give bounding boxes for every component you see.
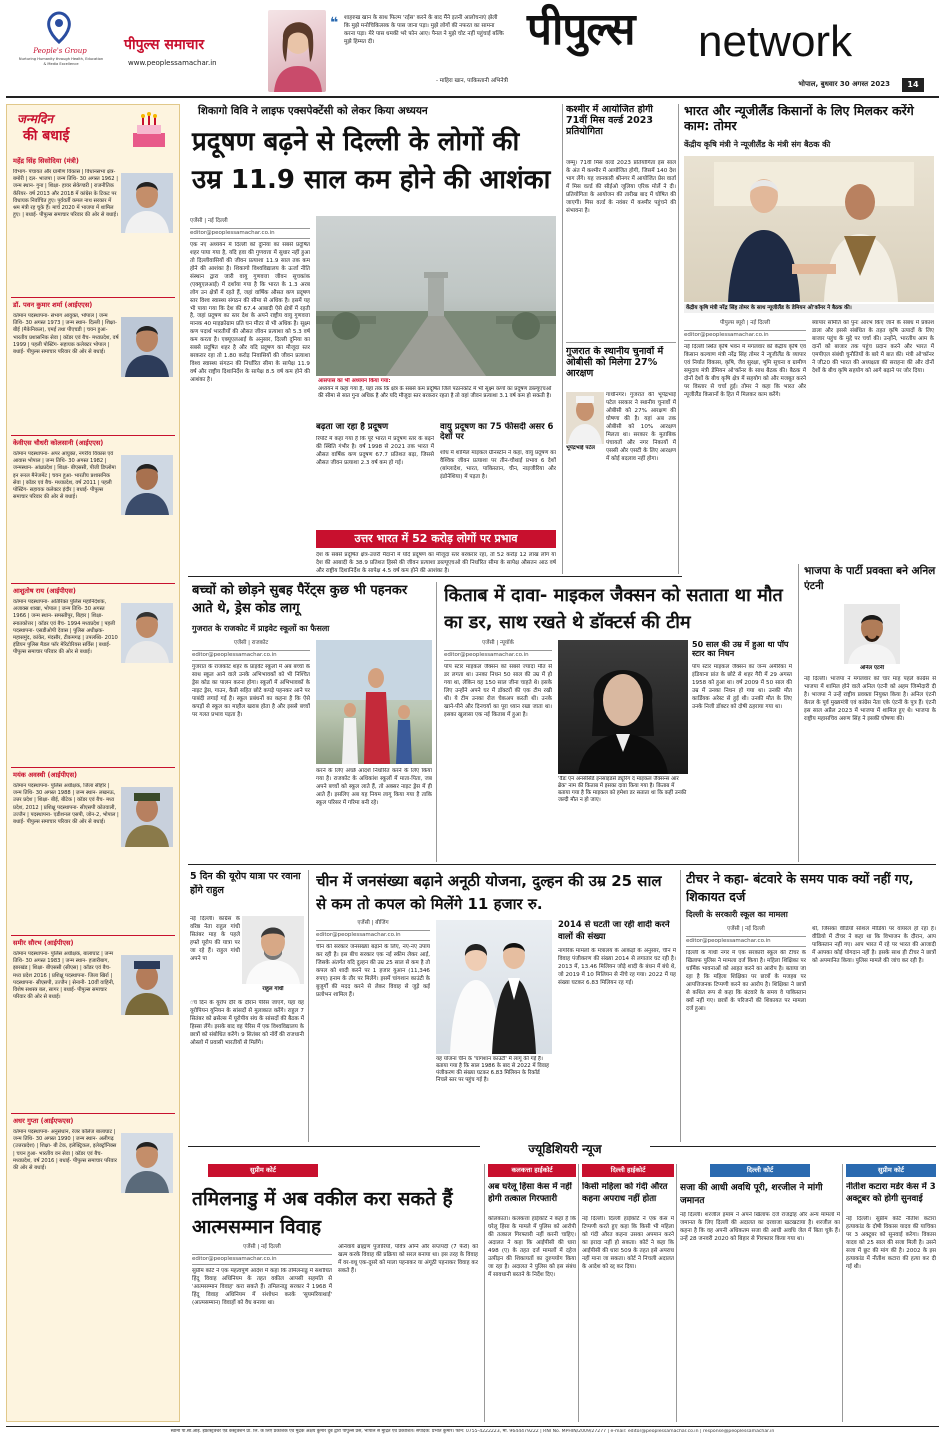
column-rule [308, 870, 309, 1142]
footer-imprint: स्वामी पी.सी.आई. इंफ्रास्ट्रक्चर एंड कंस्ट्रक्शन प्रा. लि. के लिए प्रकाशक एवं मुद्रक अक्षय कुमार दुबे द्वारा पीपुल्स प्रेस, भोपाल से मुद्रित एवं प्रकाशित। संपादक: प्रभात कुमार। फोन: 0755-4222223, मो. 9644479222 | RNI No. MPHIN/2009/27277 | e-mail: editor@peoplessamachar.co.in | response@peoplessamachar.in [170, 1429, 775, 1434]
dateline: भोपाल, बुधवार 30 अगस्त 2023 [798, 80, 890, 88]
column-rule [798, 564, 799, 862]
footer-rule [6, 1426, 939, 1427]
gujarat-headline: गुजरात के स्थानीय चुनावों में ओबीसी को मिलेगा 27% आरक्षण [566, 346, 664, 380]
column-rule [680, 870, 681, 1142]
sub2-head: वायु प्रदूषण का 75 फीसदी असर 6 देशों पर [440, 422, 554, 443]
birthday-details: वर्तमान पदस्थापना- पुलिस अधीक्षक, जिला सीहोर | जन्म तिथि- 30 अगस्त 1988 | जन्म स्थान- लखनऊ, उत्तर प्रदेश | शिक्षा- बीई, बीटेक | कॉडर एवं बैच- मध्य प्रदेश, 2012 | प्रशिक्षु पदस्थापना- सीएसपी कोतवाली, उज्जैन | पदस्थापना- एडीशनल एसपी, जोन-2, भोपाल | बधाई- पीपुल्स समाचार परिवार की ओर से बधाई। [13, 783, 119, 825]
india-nz-byline: पीपुल्स ब्यूरो | नई दिल्ली [719, 320, 771, 326]
column-rule [436, 582, 437, 862]
peoples-group-logo-icon [44, 10, 74, 44]
rahul-body: नई दिल्ली। कांग्रेस के वरिष्ठ नेता राहुल गांधी सितंबर माह के पहले हफ्ते यूरोप की यात्रा पर जा रहे हैं। राहुल गांधी अपने पा [190, 916, 240, 962]
masthead-rule [6, 96, 939, 98]
lead-band: उत्तर भारत में 52 करोड़ लोगों पर प्रभाव [316, 530, 556, 548]
dress-code-subhead: गुजरात के राजकोट में प्राइवेट स्कूलों का फैसला [192, 624, 330, 633]
cake-icon [127, 111, 171, 151]
tamil-label: सुप्रीम कोर्ट [208, 1164, 318, 1177]
kolkata-label: कलकत्ता हाईकोर्ट [488, 1164, 576, 1177]
china-side-body: नागरिक मामलों के मंत्रालय के आंकड़ों के अनुसार, चीन में विवाह पंजीकरण की संख्या 2014 से लगातार घट रही है। 2013 में, 13.46 मिलियन जोड़े शादी के बंधन में बंधे थे, जो 2019 में 10 मिलियन से नीचे रह गया। 2022 में यह संख्या घटकर 6.83 मिलियन रह गई। [558, 948, 676, 986]
birthday-divider [11, 767, 175, 768]
katara-body: नई दिल्ली। सुप्रीम कोर्ट नीतीश कटारा हत्याकांड के दोषी विकास यादव की याचिका पर 3 अक्टूबर को सुनवाई करेगा। विकास यादव को 25 साल की सजा मिली है। उसने सजा में छूट की मांग की है। 2002 के इस हत्याकांड में नीतीश कटारा की हत्या कर दी गई थी। [846, 1216, 936, 1270]
chinese-couple-photo [436, 920, 552, 1054]
quote-mark-icon: ❝ [330, 15, 339, 31]
quote-author: - माहिरा खान, पाकिस्तानी अभिनेत्री [435, 78, 508, 84]
tamil-headline: तमिलनाडु में अब वकील करा सकते हैं आत्मसम्मान विवाह [192, 1188, 453, 1238]
china-body: चीन की सरकार जनसंख्या बढ़ाने के लिए, नए-नए उपाय कर रही है। इस बीच सरकार एक नई स्कीम लेकर आई, जिसके अंतर्गत यदि दुल्हन की उम्र 25 साल से कम है तो कपल को शादी करने पर 1 हजार युआन (11,346 रुपए) इनाम के तौर पर मिलेंगे। इसमें चांगशान काउंटी के बुजुर्गों की मदद करने से लेकर विवाह से जुड़े कई प्रलोभन शामिल हैं। [316, 944, 430, 998]
anil-antony-photo [844, 604, 900, 664]
india-nz-email[interactable]: editor@peoplessamachar.co.in [684, 330, 806, 341]
birthday-divider [11, 583, 175, 584]
bhupendra-patel-caption: भूपेंद्रभाई पटेल [566, 445, 595, 451]
birthday-portrait [121, 955, 173, 1015]
rahul-photo-caption: राहुल गांधी [262, 986, 284, 992]
paper-small-title: पीपुल्स समाचार [124, 37, 205, 53]
mj-side-head: 50 साल की उम्र में हुआ था पॉप स्टार का निधन [692, 640, 789, 659]
column-rule [562, 104, 563, 574]
birthday-divider [11, 297, 175, 298]
gujarat-body: गांधीनगर। गुजरात की भूपेंद्रभाई पटेल सरकार ने स्थानीय चुनावों में ओबीसी को 27% आरक्षण की घोषणा की है। यहां अब तक ओबीसी को 10% आरक्षण मिलता था। सरकार के मुताबिक पंचायतों और नगर निकायों में एससी और एसटी के लिए आरक्षण में कोई बदलाव नहीं होगा। [606, 392, 676, 462]
katara-story [846, 1164, 936, 1422]
teacher-body-cont: थी, जिसका वीडियो सोशल मीडिया पर वायरल हो रहा है। वीडियो में टीचर ने कहा था कि विभाजन के दौरान, आप पाकिस्तान नहीं गए। आप भारत में रहे पर भारत की आजादी में आपका कोई योगदान नहीं है। इसके साथ ही टीचर ने छात्रों को अपमानित किया। पुलिस मामले की जांच कर रही है। [812, 926, 936, 964]
delhi-hc-story [582, 1164, 674, 1422]
delhi-hc-body: नई दिल्ली। दिल्ली हाईकोर्ट ने एक केस में टिप्पणी करते हुए कहा कि किसी भी महिला को गंदी औरत कहना उसका अपमान करने का इरादा नहीं हो सकता। कोर्ट ने कहा कि आईपीसी की धारा 509 के तहत इसे अपराध नहीं माना जा सकता। कोर्ट ने निचली अदालत के आदेश को रद्द कर दिया। [582, 1216, 674, 1270]
birthday-name: केवीएस चौधरी कोलसानी (आईएएस) [13, 439, 104, 447]
horizontal-rule [188, 864, 936, 865]
delhi-hc-label: दिल्ली हाईकोर्ट [582, 1164, 674, 1177]
india-nz-story [684, 104, 936, 562]
rahul-body-cont [190, 1000, 304, 1140]
birthday-portrait [121, 455, 173, 515]
sub1-body: रिपोर्ट में कहा गया है कि पूरे भारत में प्रदूषण स्तर के बढ़ने की स्थिति गंभीर है। वर्ष 1998 से 2021 तक भारत में औसत वार्षिक कण प्रदूषण 67.7 प्रतिशत बढ़ा, जिससे औसत जीवन प्रत्याशा 2.3 वर्ष कम हो गई। [316, 436, 434, 466]
birthday-details: वर्तमान पदस्थापना- अनुसंधान, रेंजर कॉलेज बालाघाट | जन्म तिथि- 30 अगस्त 1990 | जन्म स्थान- अलीगढ़ (उत्तरप्रदेश) | शिक्षा- बी टेक, इलेक्ट्रिकल, इलेक्ट्रॉनिक्स | चयन हुआ- भारतीय वन सेवा | कॉडर एवं बैच- मध्यप्रदेश, वर्ष 2016 | बधाई- पीपुल्स समाचार परिवार की ओर से बधाई। [13, 1129, 117, 1171]
dress-code-headline: बच्चों को छोड़ने सुबह पैरेंट्स कुछ भी पहनकर आते थे, ड्रेस कोड लागू [192, 583, 408, 617]
tamil-body-cont: अनिवार्य ब्राह्मण पुजारियों, पवित्र अग्नि और सप्तपदी (7 फेरों) को खत्म करके विवाह की प्रक्रिया को सरल बनाया था। इस तरह के विवाह में वर-वधू एक-दूसरे को माला पहनाकर या अंगूठी पहनाकर विवाह कर सकते हैं। [338, 1244, 478, 1274]
bjp-body: नई दिल्ली। भाजपा ने मंगलवार को चार माह पहले कांग्रेस से भाजपा में शामिल होने वाले अनिल एंटनी को अहम जिम्मेदारी दी है। भाजपा ने उन्हें राष्ट्रीय प्रवक्ता नियुक्त किया है। अनिल एंटनी केरल के पूर्व मुख्यमंत्री एवं कांग्रेस नेता एके एंटनी के पुत्र हैं। एंटनी इस साल अप्रैल 2023 में भाजपा में शामिल हुए थे। भाजपा के राष्ट्रीय महासचिव अरुण सिंह ने इसकी घोषणा की। [804, 676, 936, 722]
mahira-khan-photo [268, 10, 326, 92]
rahul-gandhi-photo [242, 916, 304, 984]
birthday-portrait [121, 787, 173, 847]
india-nz-headline: भारत और न्यूजीलैंड किसानों के लिए मिलकर करेंगे काम: तोमर [684, 104, 914, 133]
china-photo-caption: यह योजना चीन के 'चांगशान काउंटी' में लागू की गई है। बताया गया है कि साल 1986 के बाद से 2022 में विवाह पंजीकरण की संख्या घटकर 6.83 मिलियन के रिकॉर्ड निचले स्तर पर पहुंच गई है। [436, 1056, 550, 1084]
birthday-portrait [121, 173, 173, 233]
katara-headline: नीतीश कटारा मर्डर केस में 3 अक्टूबर को होगी सुनवाई [846, 1182, 936, 1204]
bhupendra-patel-photo [566, 392, 604, 444]
birthday-title-small: जन्मदिन [17, 112, 54, 126]
dress-code-story [188, 582, 434, 862]
kolkata-story [488, 1164, 576, 1422]
miss-world-body: जम्मू। 71वीं मिस वर्ल्ड 2023 प्रतियोगिता इस साल के अंत में कश्मीर में आयोजित होगी, जिसमें 140 देश भाग लेंगे। यह जानकारी श्रीनगर में आयोजित प्रेस वार्ता में मिस वर्ल्ड की सीईओ जूलिया एरिक मोर्ले ने दी। प्रतियोगिता के आयोजन की तारीख बाद में घोषित की जाएगी। मिस वर्ल्ड के नवंबर में कश्मीर पहुंचने की संभावना है। [566, 160, 676, 214]
bjp-story [804, 564, 936, 862]
quote-text: शाहरुख खान के साथ फिल्म 'रईस' करने के बाद मैंने इतनी आलोचनाएं झेली कि मुझे मनोचिकित्सक के पास जाना पड़ा। मुझे लोगों की नफरत का सामना करना पड़ा। मेरे पास धमकी भरे फोन आए। पैनल ने मुझे चोट नहीं पहुंचाई बल्कि मुझे हिम्मत दी। [344, 15, 504, 46]
rahul-story [188, 870, 306, 1142]
birthday-divider [11, 935, 175, 936]
delhi-hc-headline: किसी महिला को गंदी औरत कहना अपराध नहीं होता [582, 1182, 668, 1204]
dress-code-byline: एजेंसी | राजकोट [233, 640, 269, 646]
katara-label: सुप्रीम कोर्ट [846, 1164, 936, 1177]
teacher-headline: टीचर ने कहा- बंटवारे के समय पाक क्यों नहीं गए, शिकायत दर्ज [686, 871, 914, 905]
smog-photo [316, 216, 556, 376]
china-side-head: 2014 से घटती जा रही शादी करने वालों की संख्या [558, 920, 670, 942]
page-number: 14 [902, 78, 924, 92]
teacher-email[interactable]: editor@peoplessamachar.co.in [686, 936, 806, 947]
kolkata-headline: अब घरेलू हिंसा केस में नहीं होगी तत्काल गिरफ्तारी [488, 1182, 572, 1204]
india-nz-subhead: केंद्रीय कृषि मंत्री ने न्यूजीलैंड के मंत्री संग बैठक की [684, 140, 831, 149]
birthday-name: आशुतोष राय (आईपीएस) [13, 587, 76, 595]
china-headline: चीन में जनसंख्या बढ़ाने अनूठी योजना, दुल्हन की उम्र 25 साल से कम तो कपल को मिलेंगे 11 हजार रु. [316, 872, 662, 913]
china-email[interactable]: editor@peoplessamachar.co.in [316, 930, 430, 941]
lead-headline: प्रदूषण बढ़ने से दिल्ली के लोगों की उम्र 11.9 साल कम होने की आशंका [192, 127, 551, 195]
sub1-head: बढ़ता जा रहा है प्रदूषण [316, 422, 389, 432]
anil-antony-caption: अनिल एंटनी [859, 665, 885, 671]
smog-photo-caption: अध्ययन में कहा गया है, यहां तक कि क्षेत्र के सबसे कम प्रदूषित जिले पठानकोट में भी सूक्ष्म कणों का प्रदूषण डब्ल्यूएचओ की सीमा से सात गुना अधिक है और यदि मौजूदा स्तर बरकरार रहता है तो वहां जीवन प्रत्याशा 3.1 वर्ष कम हो सकती है। [318, 386, 552, 400]
tamil-byline: एजेंसी | नई दिल्ली [243, 1244, 281, 1250]
tamil-story [188, 1164, 482, 1422]
birthday-name: मयंक अवस्थी (आईपीएस) [13, 771, 78, 779]
mj-side-body: पॉप स्टार माइकल जैक्सन का जन्म अमेरिका में इंडियाना प्रांत के छोटे से शहर गैरी में 29 अगस्त 1958 को हुआ था। वर्ष 2009 में 50 साल की उम्र में उनका निधन हो गया था। उनकी मौत कार्डियक अरेस्ट से हुई थी। उनकी मौत के लिए उनके निजी डॉक्टर को दोषी ठहराया गया था। [692, 664, 792, 710]
rahul-body-overflow: ंच दिन के यूरोप दौरे के दौरान पेरिस जाएंगे, यहां वह यूरोपियन यूनियन के सांसदों से मुलाकात करेंगे। राहुल 7 सितंबर को ब्रसेल्स में यूरोपीय संघ के सांसदों की बैठक में हिस्सा लेंगे। इसके बाद वह पेरिस में एक विश्वविद्यालय के छात्रों को संबोधित करेंगे। 9 सितंबर को नॉर्वे की राजधानी ओस्लो में प्रवासी भारतीयों से मिलेंगे। [190, 1000, 304, 1046]
dress-code-body-cont: करने के लिए अच्छे आदर्श निर्धारित करने के लिए किया गया है। राजकोट के अधिकांश स्कूलों में माता-पिता, जब अपने बच्चों को स्कूल लाते हैं, तो अक्सर नाइट ड्रेस में ही आते हैं। इसलिए अब यह नियम लागू किया गया है ताकि स्कूल परिसर में गरिमा बनी रहे। [316, 768, 432, 806]
lead-email[interactable]: editor@peoplessamachar.co.in [190, 228, 310, 239]
birthday-details: विभाग- पंचायत और ग्रामीण विकास | विधानसभा क्षेत्र- बमोरी | दल- भाजपा | जन्म तिथि- 30 अगस्त 1962 | जन्म स्थान- गुना | शिक्षा- हायर सेकेण्डरी | राजनीतिक कॅरियर- वर्ष 2013 और 2018 में कांग्रेस के टिकट पर विधायक निर्वाचित हुए। पूर्ववर्ती कमल नाथ सरकार में श्रम मंत्री रह चुके हैं। मार्च 2020 में भाजपा में शामिल हुए। | बधाई- पीपुल्स समाचार परिवार की ओर से बधाई। [13, 169, 118, 219]
birthday-divider [11, 1113, 175, 1114]
tomar-meeting-photo [684, 156, 934, 302]
india-nz-body-cont: ब्यापार समिति को पुनः आरंभ किए जाने के संबंध में प्रकाश डाला और इससे संबंधित के तहत कृषि उत्पादों के लिए बाजार पहुंच के मुद्दे पर चर्चा की। उन्होंने, भारतीय आम के दानों को बाजार तक पहुंच प्रदान करने और भारत में एमपीएल संबंधी चुनौतियों के बारे में बात की। मंत्री ओ'कॉनर ने जी20 की भारत की अध्यक्षता की सराहना की और दोनों देशों के बीच कृषि सहयोग को आगे बढ़ाने पर जोर दिया। [812, 320, 934, 374]
mj-story [442, 582, 794, 862]
mj-body: पॉप स्टार माइकल जैक्सन को सबसे ज्यादा मौत से डर लगता था। उनका निधन 50 साल की उम्र में हो गया था, लेकिन वह 150 साल जीना चाहते थे। इसके लिए उन्होंने अपने घर में डॉक्टरों की एक टीम रखी थी। ये टीम उनका रोज चेकअप करती थी। उनके खाने-पीने और दिनचर्या का पूरा ध्यान रखा जाता था। इसका खुलासा एक नई किताब में हुआ है। [444, 664, 552, 718]
birthday-name: अधर गुप्ता (आईएफएस) [13, 1117, 74, 1125]
birthday-details: वर्तमान पदस्थापना- संभाग आयुक्त, भोपाल | जन्म तिथि- 30 अगस्त 1973 | जन्म स्थान- दिल्ली | शिक्षा- बीई (मैकेनिकल), एमई तथा पीएचडी | चयन हुआ- भारतीय प्रशासनिक सेवा | कॉडर एवं बैच- मध्यप्रदेश, वर्ष 1999 | पहली पोस्टिंग- सहायक कलेक्टर भोपाल | बधाई- पीपुल्स समाचार परिवार की ओर से बधाई। [13, 313, 119, 355]
dress-code-email[interactable]: editor@peoplessamachar.co.in [192, 650, 310, 661]
delhi-court-label: दिल्ली कोर्ट [710, 1164, 810, 1177]
birthday-divider [11, 435, 175, 436]
brand-english: network [698, 17, 853, 66]
group-tagline: Nurturing Humanity through Health, Education & Media Excellence [18, 57, 104, 66]
column-rule [578, 1164, 579, 1422]
birthday-portrait [121, 1133, 173, 1193]
delhi-court-body: नई दिल्ली। शरजील इमाम ने अपने खिलाफ दर्ज राजद्रोह और अन्य मामलों में जमानत के लिए दिल्ली की अदालत का दरवाजा खटखटाया है। शरजील का कहना है कि वह अपनी अधिकतम सजा की आधी अवधि जेल में बिता चुके हैं। उन्हें 28 जनवरी 2020 को बिहार से गिरफ्तार किया गया था। [680, 1212, 840, 1242]
dress-code-body: गुजरात के राजकोट शहर के प्राइवेट स्कूलों में अब बच्चों के साथ स्कूल आने वाले उनके अभिभावकों को भी निश्चित ड्रेस कोड का पालन करना होगा। स्कूलों में अभिभावकों के नाइट ड्रेस, गाउन, कैप्री सहित छोटे कपड़े पहनकर आने पर पाबंदी लगाई गई है। स्कूल प्रबंधनों का कहना है कि ऐसे कपड़ों से स्कूल का माहौल खराब होता है और इससे बच्चों पर गलत प्रभाव पड़ता है। [192, 664, 310, 718]
china-story [312, 870, 678, 1142]
lead-story [188, 104, 560, 574]
column-rule [842, 1164, 843, 1422]
birthday-name: डॉ. पवन कुमार शर्मा (आईएएस) [13, 301, 93, 309]
teacher-byline: एजेंसी | नई दिल्ली [727, 926, 765, 932]
divider [566, 342, 676, 343]
birthday-name: महेंद्र सिंह सिसोदिया (मंत्री) [13, 157, 79, 165]
mj-email[interactable]: editor@peoplessamachar.co.in [444, 650, 552, 661]
judiciary-section-title: ज्यूडिशियरी न्यूज [480, 1140, 650, 1158]
mj-headline: किताब में दावा- माइकल जैक्सन को सताता था मौत का डर, साथ रखते थे डॉक्टर्स की टीम [444, 585, 783, 633]
birthday-details: वर्तमान पदस्थापना- अतिरिक्त पुलिस महानिदेशक, अजाक्स शाखा, भोपाल | जन्म तिथि- 30 अगस्त 1966 | जन्म स्थान- समस्तीपुर, बिहार | शिक्षा- स्नातकोत्तर | कॉडर एवं बैच- 1994 मध्यप्रदेश | पहली पदस्थापना- एसडीओपी देवास | पुलिस अधीक्षक- महासमुंद, कांकेर, मंदसौर, टीकमगढ़ | उपलब्धि- 2010 इंडियन पुलिस मैडल फॉर मेरिटोरियस सर्विस | बधाई- पीपुल्स समाचार परिवार की ओर से बधाई। [13, 599, 118, 656]
column-rule [676, 1164, 677, 1422]
mj-photo-caption: 'वैडः एन अनसेंसिर्ड इनसाइडर्स ड्यूरिंग द माइकल जैक्सन्स आर ब्रेक' नाम की किताब में इसका दावा किया गया है। किताब में बताया गया है कि माइकल को हमेशा डर सताता था कि कहीं उनकी जल्दी मौत न हो जाए। [558, 776, 687, 804]
birthday-details: वर्तमान पदस्थापना- अपर आयुक्त, नगरीय विकास एवं आवास भोपाल | जन्म तिथि- 30 अगस्त 1982 | जन्मस्थान- आंध्रप्रदेश | शिक्षा- बीएससी, पीजी डिप्लोमा इन रूरल मैनेजमेंट | चयन हुआ- भारतीय प्रशासनिक सेवा | कॉडर एवं बैच- मध्यप्रदेश, वर्ष 2011 | पहली पोस्टिंग- सहायक कलेक्टर इंदौर | बधाई- पीपुल्स समाचार परिवार की ओर से बधाई। [13, 451, 116, 501]
teacher-body: दिल्ली के गांधी नगर में एक सरकारी स्कूल की टीचर के खिलाफ पुलिस ने मामला दर्ज किया है। महिला शिक्षिका पर धार्मिक भावनाओं को आहत करने का आरोप है। बताया जा रहा है कि महिला शिक्षिका पर छात्रों के मजहब पर आपत्तिजनक टिप्पणी करने का आरोप है। शिक्षिका ने छात्रों से कथित रूप से कहा कि बंटवारे के समय वे पाकिस्तान क्यों नहीं गए। छात्रों के परिजनों की शिकायत पर मामला दर्ज हुआ। [686, 950, 806, 1012]
column-rule [484, 1164, 485, 1422]
miss-world-headline: कश्मीर में आयोजित होगी 71वीं मिस वर्ल्ड 2023 प्रतियोगिता [566, 104, 654, 138]
tamil-email[interactable]: editor@peoplessamachar.co.in [192, 1254, 332, 1265]
birthday-name: समीर सौरभ (आईपीएस) [13, 939, 74, 947]
lead-kicker: शिकागो विवि ने लाइफ एक्सपेक्टेंसी को लेकर किया अध्ययन [198, 105, 428, 117]
birthday-column [6, 104, 180, 1422]
school-parents-photo [316, 640, 432, 764]
birthday-details: वर्तमान पदस्थापना- पुलिस अधीक्षक, बालाघाट | जन्म तिथि- 30 अगस्त 1983 | जन्म स्थान- हजारीबाग, झारखंड | शिक्षा- बीएससी (सीएस) | कॉडर एवं बैच- मध्य प्रदेश 2016 | प्रशिक्षु पदस्थापना- जिला खिर्रा | पदस्थापना- सीएसपी, उज्जैन | सेनानी- 10वीं वाहिनी, विशेष सशस्त्र बल, सागर | बधाई- पीपुल्स समाचार परिवार की ओर से बधाई। [13, 951, 115, 1001]
teacher-story [686, 870, 936, 1142]
delhi-court-headline: सजा की आधी अवधि पूरी, शरजील ने मांगी जमानत [680, 1183, 823, 1206]
website-url[interactable]: www.peoplessamachar.in [128, 59, 217, 67]
michael-jackson-photo [558, 640, 688, 774]
mj-byline: एजेंसी | न्यूयॉर्क [482, 640, 514, 646]
lead-band-body: देश के सबसे प्रदूषित क्षेत्र-उत्तरी मैदानों में यदि प्रदूषण का मौजूदा स्तर बरकरार रहा, तो 52 करोड़ 12 लाख लोग या देश की आबादी के 38.9 प्रतिशत हिस्से की जीवन प्रत्याशा डब्ल्यूएचओ की निर्धारित सीमा के सापेक्ष औसतन आठ वर्ष और राष्ट्रीय दिशानिर्देश के सापेक्ष 4.5 वर्ष कम होने की आशंका है। [316, 552, 556, 574]
horizontal-rule [188, 576, 682, 577]
birthday-portrait [121, 317, 173, 377]
gujarat-obc-story [566, 346, 676, 572]
group-name: People's Group [33, 47, 87, 55]
tomar-photo-caption: केंद्रीय कृषि मंत्री नरेंद्र सिंह तोमर के साथ न्यूजीलैंड के डेमियन ओ'कॉनर ने बैठक की। [684, 304, 934, 313]
india-nz-body: नई दिल्ली स्थित कृषि भवन में मंगलवार को केंद्रीय कृषि एवं किसान कल्याण मंत्री नरेंद्र सिंह तोमर ने न्यूजीलैंड के व्यापार एवं निर्यात विकास, कृषि, जैव सुरक्षा, भूमि सूचना व ग्रामीण समुदाय मंत्री डेमियन ओ'कॉनर के साथ बैठक की। बैठक में दोनों देशों के बीच कृषि क्षेत्र में सहयोग को और मजबूत करने पर विस्तार से चर्चा हुई। तोमर ने कहा कि भारत और न्यूजीलैंड किसानों के हित में मिलकर काम करेंगे। [684, 344, 806, 398]
lead-body: एक नए अध्ययन में दिल्ली को दुनिया का सबसे प्रदूषित शहर पाया गया है, यदि हवा की गुणवत्ता में सुधार नहीं हुआ तो दिल्लीवासियों की जीवन प्रत्याशा 11.9 साल तक कम होने की आशंका है। शिकागो विश्वविद्यालय के ऊर्जा नीति संस्थान द्वारा जारी वायु गुणवत्ता जीवन सूचकांक (एक्यूएलआई) में दर्शाया गया है कि भारत के 1.3 अरब लोग उन क्षेत्रों में रहते हैं, जहां वार्षिक औसत कण प्रदूषण स्तर विश्व स्वास्थ्य संगठन की सीमा से अधिक है। इसमें यह भी पाया गया कि देश की 67.4 आबादी ऐसे क्षेत्रों में रहती है, जहां प्रदूषण का स्तर देश के अपने राष्ट्रीय वायु गुणवत्ता मानक 40 माइक्रोग्राम प्रति घन मीटर से भी अधिक है। सूक्ष्म कण पदार्थ भारतीयों की औसत जीवन प्रत्याशा को 5.3 वर्ष कम करता है। एक्यूएलआई के अनुसार, दिल्ली दुनिया का सबसे प्रदूषित शहर है और यदि प्रदूषण का मौजूदा स्तर बरकरार रहा तो 1.80 करोड़ निवासियों की जीवन प्रत्याशा विश्व स्वास्थ्य संगठन की निर्धारित सीमा के सापेक्ष 11.9 वर्ष और राष्ट्रीय दिशानिर्देश के सापेक्ष 8.5 वर्ष कम होने की आशंका है। [190, 242, 310, 383]
bjp-headline: भाजपा के पार्टी प्रवक्ता बने अनिल एंटनी [804, 565, 936, 593]
tamil-body: सुप्रीम कोर्ट ने एक महत्वपूर्ण आदेश में कहा कि तमिलनाडु में संशोधित हिंदू विवाह अधिनियम के तहत वकील आपसी सहमति से 'आत्मसम्मान विवाह' करा सकते हैं। तमिलनाडु सरकार ने 1968 में हिंदू विवाह अधिनियम में संशोधन करके 'सुयमरियाथाई' (आत्मसम्मान) विवाहों को वैध बनाया था। [192, 1268, 332, 1306]
column-rule [678, 104, 679, 574]
delhi-court-story [680, 1164, 840, 1422]
sub2-body: शोध में शामिल माइकल ग्रीनस्टोन ने कहा, वायु प्रदूषण का वैश्विक जीवन प्रत्याशा पर तीन-चौथाई प्रभाव 6 देशों (बांग्लादेश, भारत, पाकिस्तान, चीन, नाइजीरिया और इंडोनेशिया) में पड़ता है। [440, 450, 556, 480]
birthday-title-big: की बधाई [23, 128, 70, 144]
miss-world-story [566, 104, 676, 340]
brand-hindi: पीपुल्स [527, 4, 635, 55]
teacher-subhead: दिल्ली के सरकारी स्कूल का मामला [686, 910, 788, 919]
birthday-portrait [121, 603, 173, 663]
smog-photo-caption-bold: आसपास का भी अध्ययन किया गया: [318, 378, 391, 384]
lead-byline: एजेंसी | नई दिल्ली [190, 218, 228, 224]
rahul-headline: 5 दिन की यूरोप यात्रा पर रवाना होंगे राहुल [190, 871, 301, 897]
masthead [0, 0, 945, 100]
kolkata-body: कोलकाता। कलकत्ता हाईकोर्ट ने कहा है कि घरेलू हिंसा के मामले में पुलिस को आरोपी की तत्काल गिरफ्तारी नहीं करनी चाहिए। अदालत ने कहा कि आईपीसी की धारा 498 (ए) के तहत दर्ज मामलों में दहेज उत्पीड़न की शिकायतों का दुरुपयोग किया जा रहा है। अदालत ने पुलिस को इस संबंध में सावधानी बरतने के निर्देश दिए। [488, 1216, 576, 1278]
china-byline: एजेंसी | बीजिंग [357, 920, 389, 926]
